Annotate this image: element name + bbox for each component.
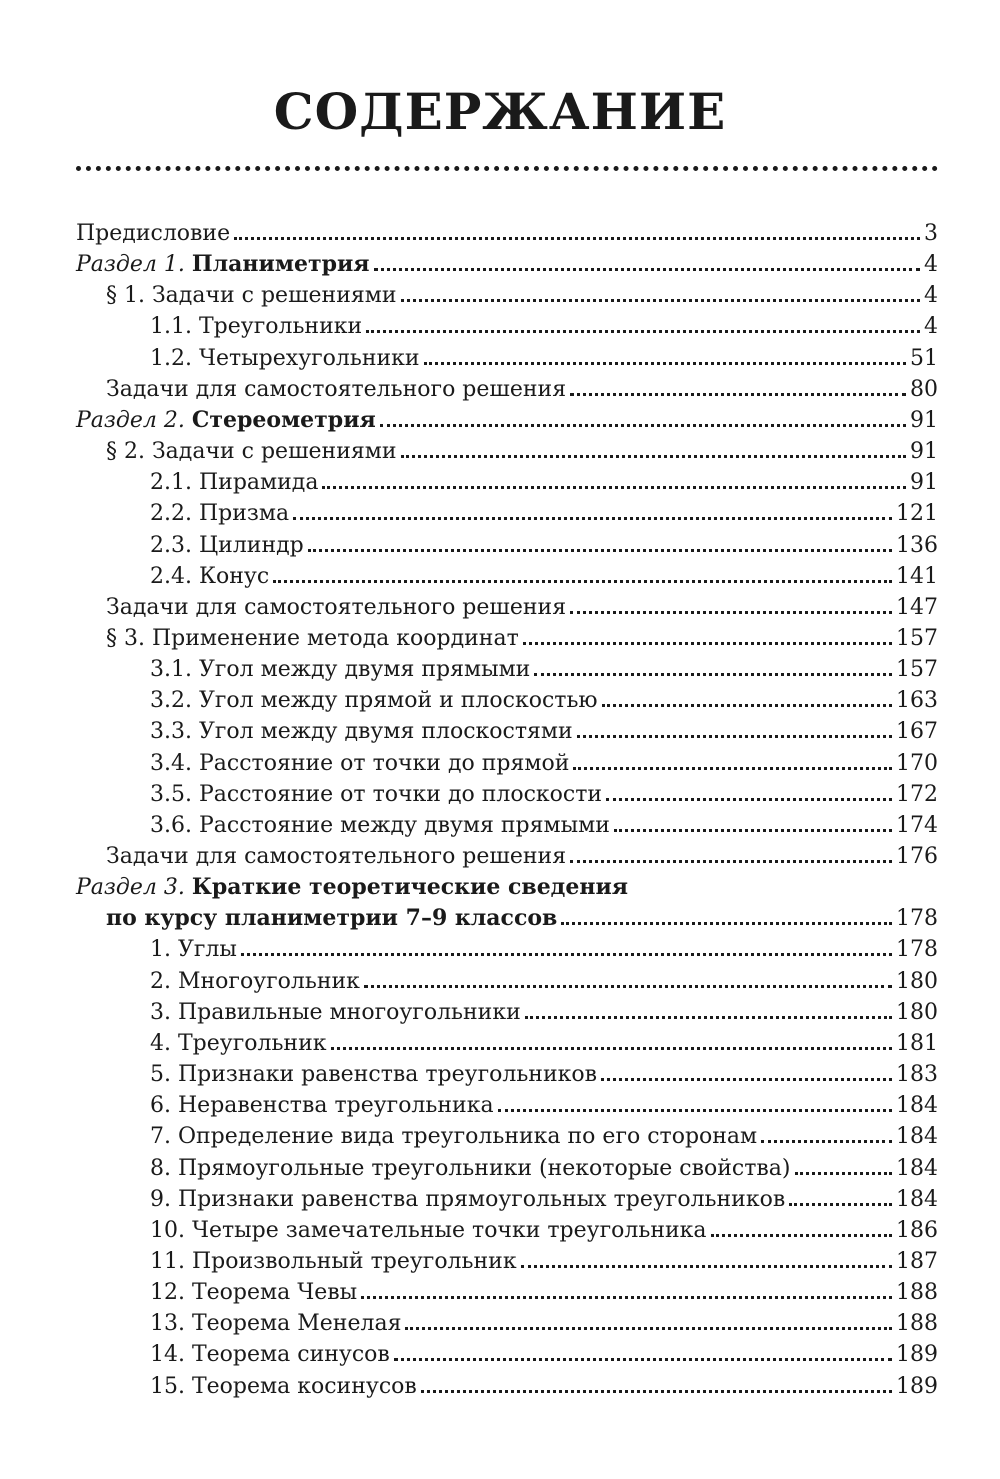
toc-entry-label (150, 654, 530, 685)
toc-entry (106, 903, 938, 934)
dot-leader (364, 985, 892, 988)
toc-entry-text: 1. Углы (150, 937, 237, 963)
dot-leader (523, 642, 892, 645)
toc-entry-text: 1.2. Четырехугольники (150, 345, 420, 371)
toc-entry-label (150, 311, 362, 342)
toc-entry-text: 3.4. Расстояние от точки до прямой (150, 750, 570, 776)
dot-leader (521, 1265, 892, 1268)
toc-entry-label (150, 1277, 357, 1308)
toc-entry-text: 5. Признаки равенства треугольников (150, 1062, 598, 1088)
dot-leader (241, 953, 892, 956)
toc-page-number: 180 (896, 999, 938, 1025)
toc-page-number: 157 (896, 625, 938, 651)
toc-page-number: 172 (896, 781, 938, 807)
toc-entry (150, 997, 938, 1028)
toc-entry-label (106, 280, 397, 311)
toc-entry-text: Стереометрия (191, 406, 376, 433)
dot-leader (570, 393, 906, 396)
toc-entry-label (150, 1215, 707, 1246)
dot-leader (561, 922, 892, 925)
toc-page-number: 186 (896, 1217, 938, 1243)
dot-leader (606, 798, 892, 801)
toc-page-number: 3 (924, 221, 938, 246)
toc-entry (150, 530, 938, 561)
toc-entry-label (150, 1339, 390, 1370)
toc-entry-label (150, 934, 237, 965)
toc-page-number: 176 (896, 844, 938, 869)
toc-page-number: 184 (896, 1155, 938, 1181)
dot-leader (795, 1172, 893, 1175)
toc-entry (150, 685, 938, 716)
toc-entry-text: 4. Треугольник (150, 1030, 327, 1056)
toc-entry (150, 1277, 938, 1308)
toc-entry (76, 218, 938, 249)
toc-entry-label (150, 685, 598, 716)
dot-leader (374, 268, 920, 271)
toc-entry-text: Задачи для самостоятельного решения (106, 376, 567, 402)
dot-leader (380, 424, 906, 427)
toc-entry-text: 8. Прямоугольные треугольники (некоторые свойства) (150, 1155, 791, 1181)
dot-leader (361, 1296, 892, 1299)
toc-entry-label (150, 1246, 517, 1277)
toc-entry-label (150, 1371, 417, 1402)
toc-page-number: 4 (924, 314, 938, 340)
dot-leader (308, 549, 892, 552)
toc-entry-text: § 3. Применение метода координат (106, 625, 519, 651)
toc-page-number: 167 (896, 719, 938, 745)
toc-entry-text: 13. Теорема Менелая (150, 1311, 402, 1337)
toc-entry-label (106, 903, 557, 934)
toc-entry-label (106, 841, 566, 872)
toc-entry-text: по курсу планиметрии 7–9 классов (106, 905, 558, 932)
toc-entry (150, 1153, 938, 1184)
toc-entry (150, 1215, 938, 1246)
dot-leader (570, 611, 892, 614)
toc-entry-text: 7. Определение вида треугольника по его сторонам (150, 1124, 758, 1150)
toc-entry-text: § 2. Задачи с решениями (106, 439, 397, 465)
dot-leader (424, 362, 906, 365)
toc-entry-text: 3.2. Угол между прямой и плоскостью (150, 688, 598, 714)
toc-entry-label (150, 810, 610, 841)
toc-entry (150, 1184, 938, 1215)
dot-leader (711, 1234, 892, 1237)
toc-entry-label (150, 779, 602, 810)
toc-entry (106, 841, 938, 872)
toc-entry-text: 2.4. Конус (150, 563, 270, 589)
toc-page-number: 4 (924, 283, 938, 309)
toc-entry-label (150, 748, 569, 779)
dot-leader (534, 673, 892, 676)
toc-entry-label (150, 561, 269, 592)
dot-leader (601, 1078, 892, 1081)
toc-entry-label (150, 498, 289, 529)
toc-entry (150, 779, 938, 810)
toc-entry (106, 592, 938, 623)
toc-entry-label (150, 716, 573, 747)
toc-entry-text: 3.3. Угол между двумя плоскостями (150, 719, 573, 745)
toc-entry-label (150, 530, 304, 561)
toc-page-number: 178 (896, 906, 938, 932)
toc-entry-text: 2. Многоугольник (150, 968, 360, 994)
dot-leader (577, 735, 892, 738)
toc-entry-label (76, 249, 370, 280)
toc-page-number: 184 (896, 1093, 938, 1119)
dot-leader (293, 517, 892, 520)
toc-entry (150, 561, 938, 592)
toc-entry-label (106, 374, 566, 405)
toc-entry (150, 1090, 938, 1121)
toc-page-number: 91 (910, 439, 938, 465)
toc-entry-text: 3. Правильные многоугольники (150, 999, 521, 1025)
toc-entry (150, 498, 938, 529)
dot-leader (322, 486, 906, 489)
toc-entry-text: 2.2. Призма (150, 501, 290, 527)
toc-entry-label (106, 436, 397, 467)
toc-entry-label (76, 218, 230, 249)
toc-entry-text: Планиметрия (191, 251, 370, 278)
toc-section-prefix: Раздел 1. (76, 252, 185, 278)
toc-entry-text: 15. Теорема косинусов (150, 1373, 417, 1399)
toc-entry (150, 1308, 938, 1339)
toc-section-prefix: Раздел 2. (76, 407, 185, 433)
dot-leader (421, 1390, 892, 1393)
toc-entry-label (150, 1121, 757, 1152)
toc-entry-text: 14. Теорема синусов (150, 1342, 390, 1368)
toc-entry-label (150, 966, 360, 997)
dot-leader (366, 330, 920, 333)
dot-leader (331, 1047, 892, 1050)
toc-page-number: 147 (896, 594, 938, 620)
toc-page-number: 188 (896, 1311, 938, 1337)
toc-entry-text: Предисловие (76, 221, 231, 246)
toc-entry-text: 2.1. Пирамида (150, 470, 319, 496)
dot-leader (789, 1203, 892, 1206)
toc-entry-label (150, 1308, 401, 1339)
dot-leader (401, 299, 920, 302)
dot-leader (614, 829, 892, 832)
toc-entry-label (150, 1059, 597, 1090)
toc-entry (76, 872, 628, 903)
toc-page-number: 181 (896, 1030, 938, 1056)
toc-entry (106, 280, 938, 311)
toc-entry-text: Краткие теоретические сведения (191, 874, 629, 901)
toc-entry-text: 9. Признаки равенства прямоугольных треугольников (150, 1186, 786, 1212)
toc-entry-label (150, 343, 420, 374)
toc-entry (150, 1028, 938, 1059)
toc-entry-label (150, 1090, 494, 1121)
toc-page-number: 157 (896, 657, 938, 683)
toc-entry-label (150, 1153, 791, 1184)
toc-entry (150, 654, 938, 685)
dot-leader (570, 860, 892, 863)
toc-page-number: 51 (910, 345, 938, 371)
dot-leader (401, 455, 906, 458)
toc-entry-text: Задачи для самостоятельного решения (106, 844, 567, 869)
toc-entry-label (150, 1184, 785, 1215)
toc-page-number: 174 (896, 812, 938, 838)
page-title: СОДЕРЖАНИЕ (273, 82, 727, 141)
toc-page-number: 136 (896, 532, 938, 558)
toc-entry (150, 716, 938, 747)
toc-page-number: 183 (896, 1062, 938, 1088)
dot-leader (405, 1327, 892, 1330)
dot-leader (525, 1016, 892, 1019)
toc-page-number: 121 (896, 501, 938, 527)
toc-entry (106, 436, 938, 467)
toc-entry-text: 10. Четыре замечательные точки треугольника (150, 1217, 707, 1243)
toc-entry-label (106, 592, 566, 623)
toc-page-number: 189 (896, 1373, 938, 1399)
toc-page-number: 189 (896, 1342, 938, 1368)
toc-page-number: 184 (896, 1124, 938, 1150)
toc-entry (150, 966, 938, 997)
toc-section-prefix: Раздел 3. (76, 875, 185, 901)
toc-entry (76, 405, 938, 436)
toc-entry (150, 1339, 938, 1370)
toc-entry-label (150, 1028, 327, 1059)
toc-entry (150, 748, 938, 779)
toc-entry (150, 311, 938, 342)
dotted-divider (76, 166, 938, 171)
toc-page-number: 163 (896, 688, 938, 714)
toc-entry (150, 1059, 938, 1090)
toc-entry-text: Задачи для самостоятельного решения (106, 594, 567, 620)
toc-entry (150, 343, 938, 374)
toc-page-number: 180 (896, 968, 938, 994)
toc-page-number: 170 (896, 750, 938, 776)
toc-page-number: 4 (924, 252, 938, 278)
toc-entry-text: § 1. Задачи с решениями (106, 283, 397, 309)
toc-page-number: 178 (896, 937, 938, 963)
dot-leader (602, 704, 892, 707)
toc-entry-text: 1.1. Треугольники (150, 314, 363, 340)
toc-page-number: 188 (896, 1280, 938, 1306)
toc-entry (150, 1121, 938, 1152)
toc-page-number: 80 (910, 376, 938, 402)
toc-entry-label (106, 623, 519, 654)
toc-page-number: 187 (896, 1248, 938, 1274)
toc-entry-text: 3.6. Расстояние между двумя прямыми (150, 812, 610, 838)
toc-entry-text: 12. Теорема Чевы (150, 1280, 358, 1306)
toc-entry-label (76, 872, 628, 903)
toc-entry (150, 810, 938, 841)
toc-entry (106, 623, 938, 654)
toc-entry (106, 374, 938, 405)
toc-entry-text: 6. Неравенства треугольника (150, 1093, 494, 1119)
toc-page-number: 141 (896, 563, 938, 589)
dot-leader (498, 1109, 892, 1112)
dot-leader (394, 1358, 892, 1361)
dot-leader (573, 767, 892, 770)
toc-entry (150, 934, 938, 965)
toc-entry-text: 2.3. Цилиндр (150, 532, 304, 558)
toc-entry (76, 249, 938, 280)
toc-entry-text: 3.1. Угол между двумя прямыми (150, 657, 531, 683)
toc-entry-label (150, 467, 318, 498)
toc-entry-text: 11. Произвольный треугольник (150, 1248, 517, 1274)
toc-entry (150, 1371, 938, 1402)
dot-leader (234, 237, 920, 240)
toc-page-number: 91 (910, 470, 938, 496)
toc-page-number: 91 (910, 407, 938, 433)
dot-leader (761, 1140, 892, 1143)
toc-entry-label (150, 997, 521, 1028)
toc-entry-text: 3.5. Расстояние от точки до плоскости (150, 781, 603, 807)
toc-entry-label (76, 405, 376, 436)
toc-entry (150, 1246, 938, 1277)
toc-page-number: 184 (896, 1186, 938, 1212)
dot-leader (273, 580, 892, 583)
toc-entry (150, 467, 938, 498)
